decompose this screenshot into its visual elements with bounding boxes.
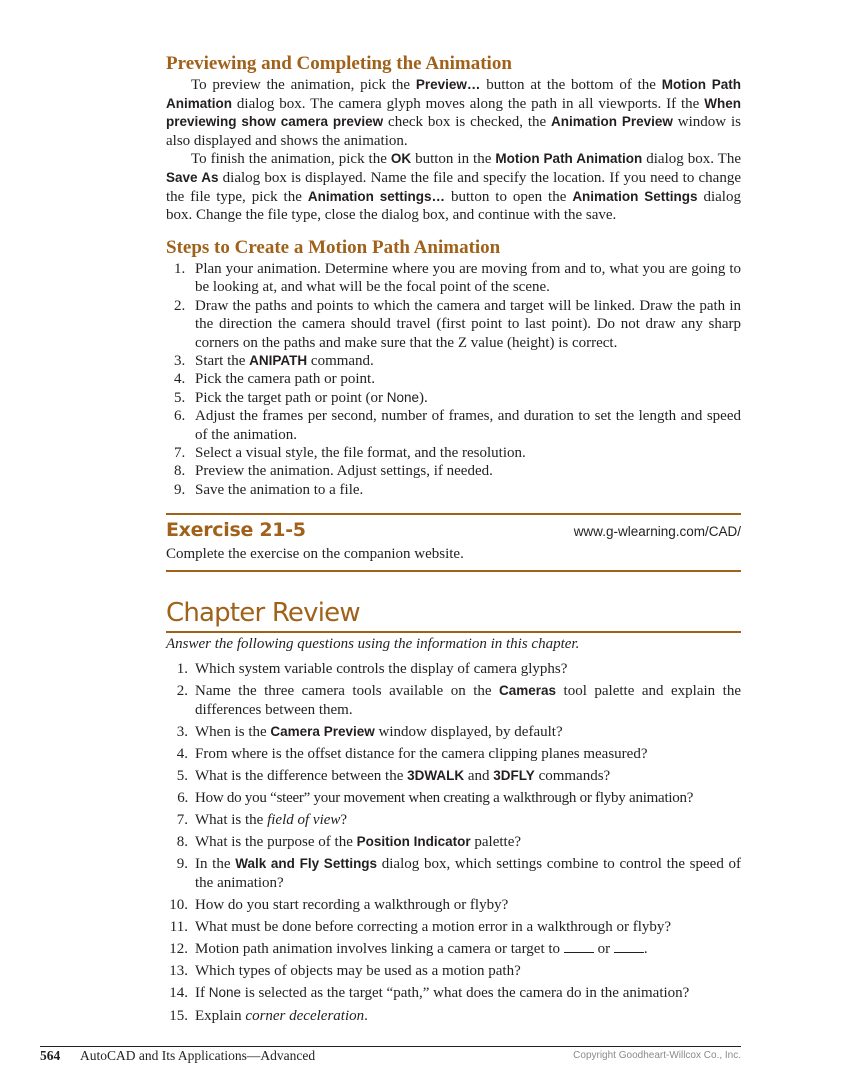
section-previewing <box>166 52 741 225</box>
list-item: 5. Pick the target path or point (or None). <box>174 389 428 406</box>
question-item: 14. If None is selected as the target “path,” what does the camera do in the animation? <box>169 985 690 1002</box>
question-item: 6. How do you “steer” your movement when creating a walkthrough or flyby animation? <box>177 790 694 807</box>
paragraph-preview: To preview the animation, pick the Preview… button at the bottom of the Motion Path Animation dialog box. The camera glyph moves along the path in all viewports. If the When previewing show camera preview check box is checked, the Animation Preview window is also displayed and shows the animation. <box>166 77 741 149</box>
list-item: 1. Plan your animation. Determine where you are moving from and to, what you are going to be looking at, and what will be the focal point of the scene. <box>174 261 741 296</box>
section-steps <box>166 236 741 499</box>
chapter-review-rule <box>166 631 741 633</box>
exercise-bottom-rule <box>166 570 741 572</box>
page-number: 564 <box>40 1048 61 1063</box>
question-item: 9. In the Walk and Fly Settings dialog box, which settings combine to control the speed of the animation? <box>176 856 742 891</box>
review-questions <box>166 660 741 1029</box>
section-heading: Previewing and Completing the Animation <box>166 53 512 74</box>
question-item: 11. What must be done before correcting a motion error in a walkthrough or flyby? <box>169 919 672 936</box>
book-title: AutoCAD and Its Applications—Advanced <box>80 1048 316 1063</box>
answer-blank <box>564 940 594 953</box>
question-item: 1. Which system variable controls the display of camera glyphs? <box>176 661 568 677</box>
question-item: 8. What is the purpose of the Position Indicator palette? <box>176 834 522 851</box>
exercise-url[interactable]: www.g-wlearning.com/CAD/ <box>573 524 741 539</box>
question-item: 4. From where is the offset distance for the camera clipping planes measured? <box>176 745 648 762</box>
question-item: 7. What is the field of view? <box>176 812 348 829</box>
question-item: 12. Motion path animation involves linking a camera or target to or . <box>169 941 648 958</box>
question-item: 5. What is the difference between the 3DWALK and 3DFLY commands? <box>176 767 611 784</box>
questions-list <box>166 660 741 1025</box>
list-item: 7. Select a visual style, the file format, and the resolution. <box>174 445 526 462</box>
answer-blank <box>614 940 644 953</box>
exercise-text: Complete the exercise on the companion website. <box>166 546 464 562</box>
list-item: 3. Start the ANIPATH command. <box>174 353 374 370</box>
question-item: 10. How do you start recording a walkthrough or flyby? <box>169 897 509 914</box>
chapter-review-subtitle: Answer the following questions using the information in this chapter. <box>166 636 580 652</box>
exercise-top-rule <box>166 513 741 515</box>
copyright: Copyright Goodheart-Willcox Co., Inc. <box>573 1050 741 1061</box>
section-heading: Steps to Create a Motion Path Animation <box>166 237 501 258</box>
footer-rule <box>40 1046 741 1047</box>
question-item: 13. Which types of objects may be used as a motion path? <box>169 963 521 980</box>
question-item: 3. When is the Camera Preview window displayed, by default? <box>176 723 563 740</box>
list-item: 2. Draw the paths and points to which the camera and target will be linked. Draw the path in the direction the camera should travel (first point to last point). Do not draw any sharp corners on the paths and make sure that the Z value (height) is correct. <box>174 297 741 351</box>
list-item: 9. Save the animation to a file. <box>174 481 364 498</box>
question-item: 15. Explain corner deceleration. <box>169 1007 368 1024</box>
list-item: 4. Pick the camera path or point. <box>174 371 375 388</box>
chapter-review-title: Chapter Review <box>166 598 360 628</box>
exercise-title: Exercise 21-5 <box>166 519 306 541</box>
steps-list <box>166 260 741 499</box>
list-item: 6. Adjust the frames per second, number of frames, and duration to set the length and speed of the animation. <box>174 408 741 443</box>
question-item: 2. Name the three camera tools available on the Cameras tool palette and explain the differences between them. <box>176 683 741 718</box>
list-item: 8. Preview the animation. Adjust settings, if needed. <box>174 463 493 480</box>
paragraph-finish: To finish the animation, pick the OK button in the Motion Path Animation dialog box. The Save As dialog box is displayed. Name the file and specify the location. If you need to change the file type, pick the Animation settings… button to open the Animation Settings dialog box. Change the file type, close the dialog box, and continue with the save. <box>166 151 742 224</box>
